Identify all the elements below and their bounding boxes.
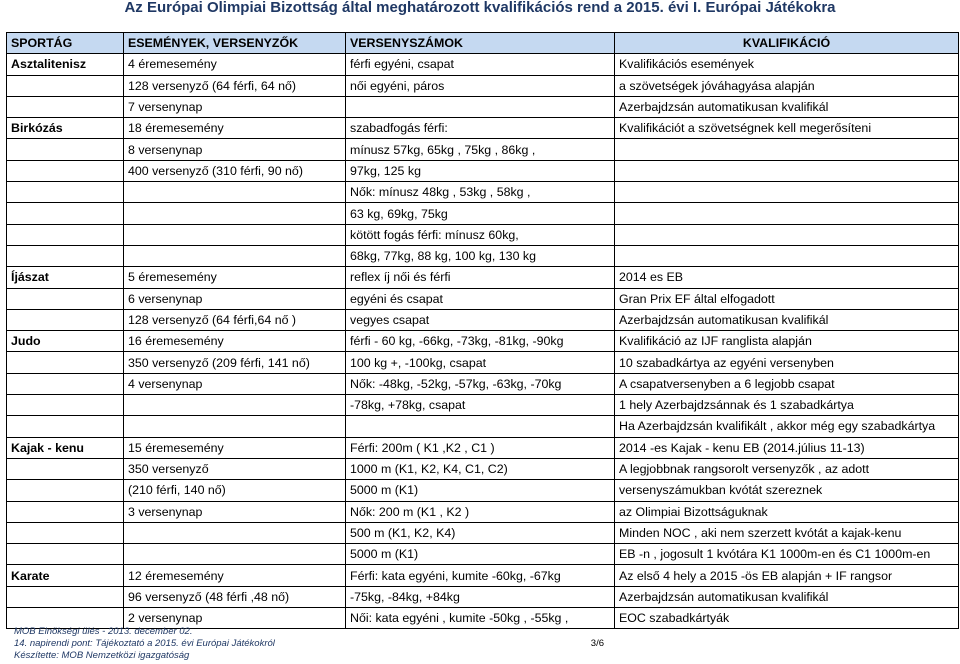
sport-cell bbox=[7, 309, 124, 330]
qualification-cell bbox=[615, 224, 959, 245]
qualification-cell: az Olimpiai Bizottságuknak bbox=[615, 501, 959, 522]
qualification-cell: A csapatversenyben a 6 legjobb csapat bbox=[615, 373, 959, 394]
qualification-cell: a szövetségek jóváhagyása alapján bbox=[615, 75, 959, 96]
disciplines-cell: Nők: mínusz 48kg , 53kg , 58kg , bbox=[346, 182, 615, 203]
table-row bbox=[7, 352, 959, 373]
sport-cell bbox=[7, 416, 124, 437]
disciplines-cell: 5000 m (K1) bbox=[346, 480, 615, 501]
sport-cell bbox=[7, 203, 124, 224]
table-row bbox=[7, 437, 959, 458]
events-cell: 350 versenyző (209 férfi, 141 nő) bbox=[124, 352, 346, 373]
disciplines-cell: -78kg, +78kg, csapat bbox=[346, 395, 615, 416]
events-cell bbox=[124, 182, 346, 203]
sport-cell bbox=[7, 586, 124, 607]
page-number: 3/6 bbox=[590, 638, 604, 649]
footer-meeting: MOB Elnökségi ülés - 2013. december 02. bbox=[14, 626, 193, 637]
disciplines-cell bbox=[346, 96, 615, 117]
table-row bbox=[7, 224, 959, 245]
qualification-cell: Minden NOC , aki nem szerzett kvótát a kajak-kenu bbox=[615, 522, 959, 543]
table-row bbox=[7, 565, 959, 586]
qualification-cell: 10 szabadkártya az egyéni versenyben bbox=[615, 352, 959, 373]
sport-cell bbox=[7, 373, 124, 394]
qualification-cell: EOC szabadkártyák bbox=[615, 608, 959, 629]
events-cell: (210 férfi, 140 nő) bbox=[124, 480, 346, 501]
qualification-cell: EB -n , jogosult 1 kvótára K1 1000m-en és C1 1000m-en bbox=[615, 544, 959, 565]
sport-cell: Kajak - kenu bbox=[7, 437, 124, 458]
disciplines-cell: Férfi: 200m ( K1 ,K2 , C1 ) bbox=[346, 437, 615, 458]
sport-cell bbox=[7, 395, 124, 416]
disciplines-cell: vegyes csapat bbox=[346, 309, 615, 330]
table-row bbox=[7, 245, 959, 266]
events-cell bbox=[124, 522, 346, 543]
events-cell: 350 versenyző bbox=[124, 458, 346, 479]
events-cell: 7 versenynap bbox=[124, 96, 346, 117]
sport-cell: Karate bbox=[7, 565, 124, 586]
disciplines-cell: férfi - 60 kg, -66kg, -73kg, -81kg, -90kg bbox=[346, 331, 615, 352]
events-cell bbox=[124, 544, 346, 565]
disciplines-cell: 500 m (K1, K2, K4) bbox=[346, 522, 615, 543]
disciplines-cell: 97kg, 125 kg bbox=[346, 160, 615, 181]
disciplines-cell: kötött fogás férfi: mínusz 60kg, bbox=[346, 224, 615, 245]
table-row bbox=[7, 416, 959, 437]
qualification-cell bbox=[615, 139, 959, 160]
table-row bbox=[7, 203, 959, 224]
sport-cell bbox=[7, 522, 124, 543]
qualification-cell: Az első 4 hely a 2015 -ös EB alapján + IF rangsor bbox=[615, 565, 959, 586]
sport-cell: Íjászat bbox=[7, 267, 124, 288]
qualification-cell: Ha Azerbajdzsán kvalifikált , akkor még egy szabadkártya bbox=[615, 416, 959, 437]
events-cell: 15 éremesemény bbox=[124, 437, 346, 458]
disciplines-cell: férfi egyéni, csapat bbox=[346, 54, 615, 75]
table-row bbox=[7, 522, 959, 543]
sport-cell: Birkózás bbox=[7, 118, 124, 139]
qualification-cell: Kvalifikáció az IJF ranglista alapján bbox=[615, 331, 959, 352]
disciplines-cell: 68kg, 77kg, 88 kg, 100 kg, 130 kg bbox=[346, 245, 615, 266]
sport-cell bbox=[7, 182, 124, 203]
disciplines-cell: női egyéni, páros bbox=[346, 75, 615, 96]
table-row bbox=[7, 118, 959, 139]
events-cell bbox=[124, 395, 346, 416]
qualification-cell: Azerbajdzsán automatikusan kvalifikál bbox=[615, 96, 959, 117]
table-header-row bbox=[7, 33, 959, 54]
qualification-cell: Azerbajdzsán automatikusan kvalifikál bbox=[615, 309, 959, 330]
table-row bbox=[7, 182, 959, 203]
disciplines-cell: reflex íj női és férfi bbox=[346, 267, 615, 288]
sport-cell bbox=[7, 160, 124, 181]
qualification-cell: 2014 -es Kajak - kenu EB (2014.július 11-13) bbox=[615, 437, 959, 458]
disciplines-cell: 100 kg +, -100kg, csapat bbox=[346, 352, 615, 373]
disciplines-cell: 1000 m (K1, K2, K4, C1, C2) bbox=[346, 458, 615, 479]
qualification-cell: A legjobbnak rangsorolt versenyzők , az adott bbox=[615, 458, 959, 479]
qualification-cell bbox=[615, 203, 959, 224]
qualification-table bbox=[6, 32, 959, 629]
sport-cell bbox=[7, 458, 124, 479]
qualification-cell: Gran Prix EF által elfogadott bbox=[615, 288, 959, 309]
events-cell: 128 versenyző (64 férfi, 64 nő) bbox=[124, 75, 346, 96]
qualification-cell bbox=[615, 160, 959, 181]
table-row bbox=[7, 96, 959, 117]
disciplines-cell: Női: kata egyéni , kumite -50kg , -55kg , bbox=[346, 608, 615, 629]
sport-cell bbox=[7, 501, 124, 522]
table-row bbox=[7, 139, 959, 160]
sport-cell bbox=[7, 352, 124, 373]
disciplines-cell: szabadfogás férfi: bbox=[346, 118, 615, 139]
disciplines-cell: Nők: 200 m (K1 , K2 ) bbox=[346, 501, 615, 522]
disciplines-cell: 5000 m (K1) bbox=[346, 544, 615, 565]
events-cell bbox=[124, 203, 346, 224]
events-cell: 18 éremesemény bbox=[124, 118, 346, 139]
table-row bbox=[7, 373, 959, 394]
qualification-cell: 2014 es EB bbox=[615, 267, 959, 288]
sport-cell bbox=[7, 96, 124, 117]
table-row bbox=[7, 458, 959, 479]
table-row bbox=[7, 288, 959, 309]
qualification-cell: 1 hely Azerbajdzsánnak és 1 szabadkártya bbox=[615, 395, 959, 416]
qualification-cell: Kvalifikációt a szövetségnek kell megerősíteni bbox=[615, 118, 959, 139]
events-cell: 16 éremesemény bbox=[124, 331, 346, 352]
page-title: Az Európai Olimpiai Bizottság által meghatározott kvalifikációs rend a 2015. évi I. Európai Játékokra bbox=[124, 0, 836, 16]
events-cell: 4 éremesemény bbox=[124, 54, 346, 75]
sport-cell bbox=[7, 544, 124, 565]
disciplines-cell: Nők: -48kg, -52kg, -57kg, -63kg, -70kg bbox=[346, 373, 615, 394]
events-cell: 8 versenynap bbox=[124, 139, 346, 160]
events-cell: 2 versenynap bbox=[124, 608, 346, 629]
table-row bbox=[7, 309, 959, 330]
events-cell bbox=[124, 245, 346, 266]
events-cell: 96 versenyző (48 férfi ,48 nő) bbox=[124, 586, 346, 607]
sport-cell bbox=[7, 75, 124, 96]
header-events: ESEMÉNYEK, VERSENYZŐK bbox=[124, 33, 346, 54]
qualification-cell: versenyszámukban kvótát szereznek bbox=[615, 480, 959, 501]
events-cell bbox=[124, 224, 346, 245]
events-cell: 128 versenyző (64 férfi,64 nő ) bbox=[124, 309, 346, 330]
table-row bbox=[7, 501, 959, 522]
table-row bbox=[7, 544, 959, 565]
sport-cell: Asztalitenisz bbox=[7, 54, 124, 75]
events-cell: 12 éremesemény bbox=[124, 565, 346, 586]
page-footer bbox=[14, 626, 604, 662]
footer-author: Készítette: MOB Nemzetközi igazgatóság bbox=[14, 650, 190, 661]
disciplines-cell: Férfi: kata egyéni, kumite -60kg, -67kg bbox=[346, 565, 615, 586]
sport-cell bbox=[7, 288, 124, 309]
events-cell: 4 versenynap bbox=[124, 373, 346, 394]
sport-cell: Judo bbox=[7, 331, 124, 352]
qualification-cell bbox=[615, 245, 959, 266]
table-row bbox=[7, 586, 959, 607]
disciplines-cell: -75kg, -84kg, +84kg bbox=[346, 586, 615, 607]
disciplines-cell: egyéni és csapat bbox=[346, 288, 615, 309]
disciplines-cell: mínusz 57kg, 65kg , 75kg , 86kg , bbox=[346, 139, 615, 160]
events-cell: 400 versenyző (310 férfi, 90 nő) bbox=[124, 160, 346, 181]
table-row bbox=[7, 395, 959, 416]
header-qualification: KVALIFIKÁCIÓ bbox=[615, 33, 959, 54]
disciplines-cell bbox=[346, 416, 615, 437]
footer-agenda: 14. napirendi pont: Tájékoztató a 2015. évi Európai Játékokról bbox=[14, 638, 275, 649]
table-row bbox=[7, 160, 959, 181]
events-cell: 5 éremesemény bbox=[124, 267, 346, 288]
events-cell: 6 versenynap bbox=[124, 288, 346, 309]
table-row bbox=[7, 54, 959, 75]
table-row bbox=[7, 75, 959, 96]
table-row bbox=[7, 331, 959, 352]
table-row bbox=[7, 480, 959, 501]
table-row bbox=[7, 267, 959, 288]
header-sport: SPORTÁG bbox=[7, 33, 124, 54]
sport-cell bbox=[7, 224, 124, 245]
sport-cell bbox=[7, 139, 124, 160]
events-cell bbox=[124, 416, 346, 437]
disciplines-cell: 63 kg, 69kg, 75kg bbox=[346, 203, 615, 224]
qualification-cell: Azerbajdzsán automatikusan kvalifikál bbox=[615, 586, 959, 607]
qualification-cell: Kvalifikációs események bbox=[615, 54, 959, 75]
events-cell: 3 versenynap bbox=[124, 501, 346, 522]
qualification-cell bbox=[615, 182, 959, 203]
header-disciplines: VERSENYSZÁMOK bbox=[346, 33, 615, 54]
sport-cell bbox=[7, 245, 124, 266]
sport-cell bbox=[7, 480, 124, 501]
